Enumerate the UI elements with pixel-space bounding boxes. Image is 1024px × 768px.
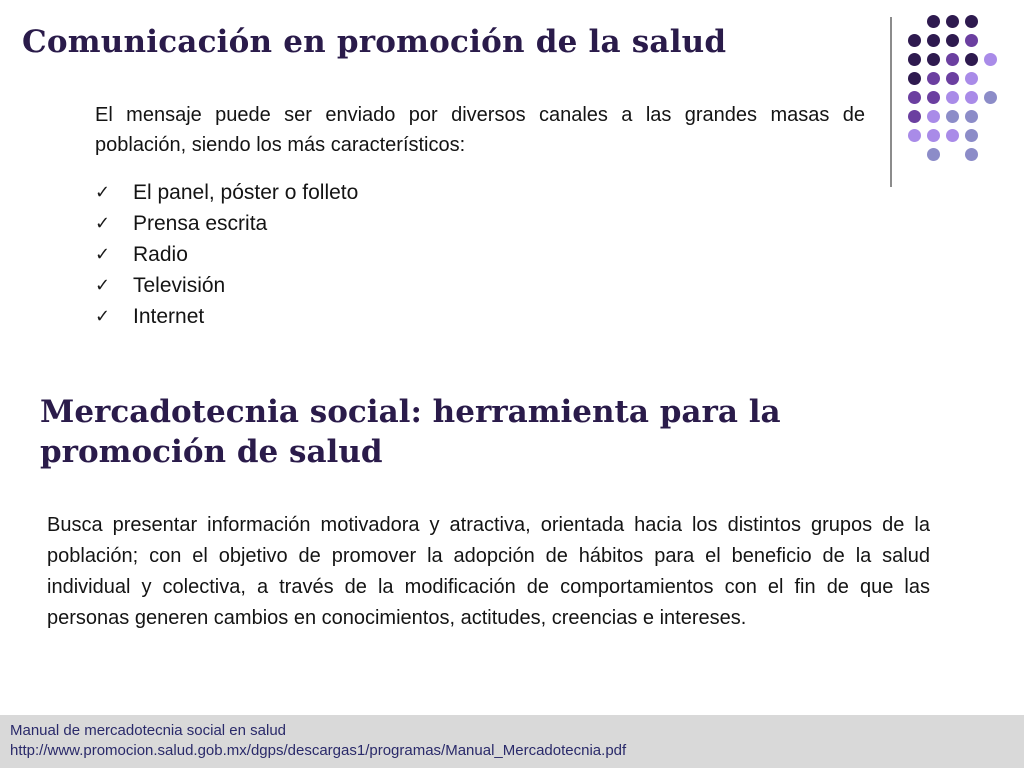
- dot-dark: [927, 34, 940, 47]
- dot-dark: [927, 53, 940, 66]
- dot-gray: [965, 129, 978, 142]
- check-icon: ✓: [95, 182, 111, 202]
- check-icon: ✓: [95, 275, 111, 295]
- footer-citation: [10, 721, 626, 761]
- dot-empty: [984, 110, 997, 123]
- dot-gray: [927, 148, 940, 161]
- dot-mid: [965, 34, 978, 47]
- list-item-label: Prensa escrita: [133, 211, 268, 235]
- dot-light: [965, 91, 978, 104]
- dot-dark: [946, 15, 959, 28]
- dot-mid: [927, 91, 940, 104]
- dot-gray: [946, 110, 959, 123]
- channel-list: [95, 177, 358, 332]
- dot-light: [927, 110, 940, 123]
- list-item-label: Radio: [133, 242, 188, 266]
- dot-dark: [908, 53, 921, 66]
- dot-empty: [984, 15, 997, 28]
- list-item: [95, 177, 358, 208]
- list-item-label: El panel, póster o folleto: [133, 180, 359, 204]
- dot-dark: [908, 72, 921, 85]
- dot-empty: [984, 129, 997, 142]
- dot-mid: [908, 91, 921, 104]
- check-icon: ✓: [95, 244, 111, 264]
- dot-gray: [984, 91, 997, 104]
- list-item-label: Internet: [133, 304, 205, 328]
- dot-light: [908, 129, 921, 142]
- intro-paragraph: El mensaje puede ser enviado por diversos canales a las grandes masas de población, siendo los más característicos:: [95, 104, 865, 156]
- list-item: [95, 239, 358, 270]
- dot-empty: [908, 15, 921, 28]
- dot-mid: [946, 72, 959, 85]
- dot-light: [984, 53, 997, 66]
- check-icon: ✓: [95, 213, 111, 233]
- dot-empty: [908, 148, 921, 161]
- dot-mid: [946, 53, 959, 66]
- dot-mid: [927, 72, 940, 85]
- dot-light: [946, 91, 959, 104]
- dot-empty: [946, 148, 959, 161]
- dot-dark: [946, 34, 959, 47]
- list-item: [95, 208, 358, 239]
- divider-line: [890, 17, 892, 187]
- dot-empty: [984, 72, 997, 85]
- dot-dark: [965, 53, 978, 66]
- dot-light: [927, 129, 940, 142]
- dot-dark: [927, 15, 940, 28]
- dot-gray: [965, 148, 978, 161]
- section-title: Mercadotecnia social: herramienta para la promoción de salud: [40, 394, 781, 470]
- slide-title: Comunicación en promoción de la salud: [22, 24, 727, 60]
- footer-bar: [0, 715, 1024, 768]
- footer-source-title: Manual de mercadotecnia social en salud: [10, 722, 286, 739]
- dot-dark: [908, 34, 921, 47]
- dot-mid: [908, 110, 921, 123]
- footer-source-url[interactable]: http://www.promocion.salud.gob.mx/dgps/descargas1/programas/Manual_Mercadotecnia.pdf: [10, 742, 627, 759]
- list-item: [95, 301, 358, 332]
- dot-light: [946, 129, 959, 142]
- dot-light: [965, 72, 978, 85]
- check-icon: ✓: [95, 306, 111, 326]
- dot-grid-decoration: [908, 15, 997, 161]
- dot-gray: [965, 110, 978, 123]
- dot-empty: [984, 148, 997, 161]
- dot-dark: [965, 15, 978, 28]
- list-item: [95, 270, 358, 301]
- dot-empty: [984, 34, 997, 47]
- list-item-label: Televisión: [133, 273, 226, 297]
- section-body: Busca presentar información motivadora y atractiva, orientada hacia los distintos grupos de la población; con el objetivo de promover la adopción de hábitos para el beneficio de la salud individual y colectiva, a través de la modificación de comportamientos con el fin de que las personas generen cambios en conocimientos, actitudes, creencias e intereses.: [47, 514, 930, 629]
